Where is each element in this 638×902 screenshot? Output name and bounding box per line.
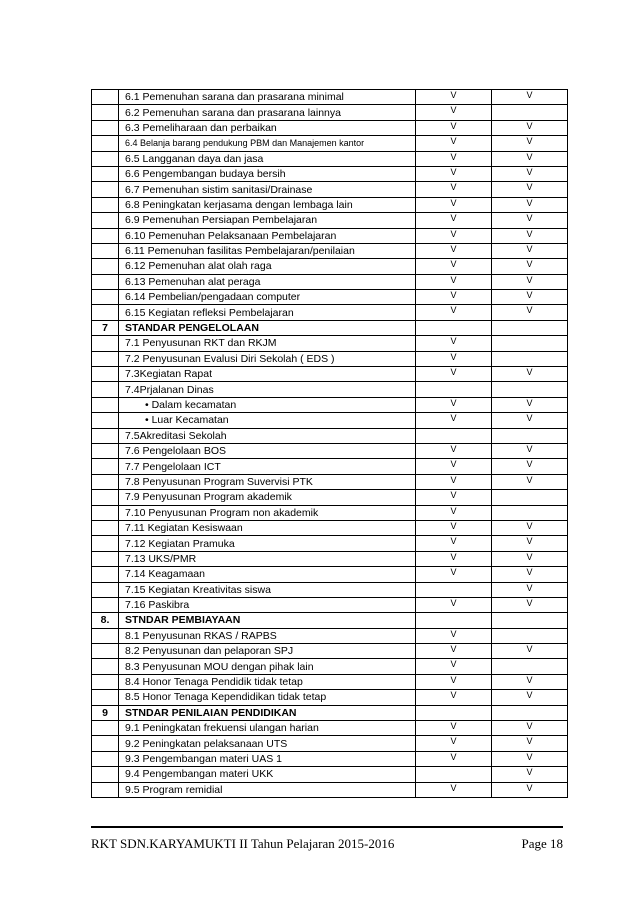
row-item-cell: 7.10 Penyusunan Program non akademik: [119, 505, 416, 520]
row-item-cell: 7.2 Penyusunan Evalusi Diri Sekolah ( EDS ): [119, 351, 416, 366]
table-row: [92, 213, 568, 228]
row-number-cell: [92, 490, 119, 505]
check-cell-2: V: [492, 197, 568, 212]
check-cell-2: V: [492, 644, 568, 659]
check-cell-2: V: [492, 367, 568, 382]
row-number-cell: [92, 274, 119, 289]
check-cell-1: [416, 428, 492, 443]
check-cell-1: V: [416, 505, 492, 520]
row-number-cell: [92, 382, 119, 397]
row-item-cell: 6.2 Pemenuhan sarana dan prasarana lainnya: [119, 105, 416, 120]
check-cell-2: [492, 659, 568, 674]
row-number-cell: [92, 290, 119, 305]
row-item-cell: 8.5 Honor Tenaga Kependidikan tidak tetap: [119, 690, 416, 705]
check-cell-2: V: [492, 443, 568, 458]
row-number-cell: [92, 567, 119, 582]
row-number-cell: [92, 243, 119, 258]
row-item-cell: 6.11 Pemenuhan fasilitas Pembelajaran/penilaian: [119, 243, 416, 258]
check-cell-2: [492, 613, 568, 628]
check-cell-2: V: [492, 90, 568, 105]
check-cell-1: V: [416, 597, 492, 612]
table-row: [92, 336, 568, 351]
check-cell-2: V: [492, 736, 568, 751]
row-item-cell: 6.12 Pemenuhan alat olah raga: [119, 259, 416, 274]
check-cell-1: V: [416, 166, 492, 181]
row-number-cell: 7: [92, 320, 119, 335]
table-row: [92, 228, 568, 243]
row-number-cell: [92, 782, 119, 797]
check-cell-2: V: [492, 782, 568, 797]
table-row: [92, 459, 568, 474]
check-cell-2: V: [492, 413, 568, 428]
table-row: [92, 182, 568, 197]
activity-table: [91, 89, 568, 798]
row-item-cell: 7.14 Keagamaan: [119, 567, 416, 582]
row-item-cell: 7.15 Kegiatan Kreativitas siswa: [119, 582, 416, 597]
check-cell-1: V: [416, 474, 492, 489]
row-number-cell: [92, 367, 119, 382]
check-cell-1: V: [416, 520, 492, 535]
check-cell-2: V: [492, 136, 568, 151]
table-row: [92, 413, 568, 428]
row-item-cell: • Dalam kecamatan: [119, 397, 416, 412]
row-item-cell: 7.1 Penyusunan RKT dan RKJM: [119, 336, 416, 351]
row-item-cell: STANDAR PENGELOLAAN: [119, 320, 416, 335]
row-number-cell: [92, 582, 119, 597]
table-row: [92, 367, 568, 382]
check-cell-1: V: [416, 397, 492, 412]
check-cell-1: V: [416, 443, 492, 458]
check-cell-1: V: [416, 367, 492, 382]
check-cell-1: V: [416, 259, 492, 274]
table-row: [92, 536, 568, 551]
row-item-cell: STNDAR PENILAIAN PENDIDIKAN: [119, 705, 416, 720]
check-cell-1: V: [416, 459, 492, 474]
row-item-cell: 6.7 Pemenuhan sistim sanitasi/Drainase: [119, 182, 416, 197]
row-item-cell: 7.5Akreditasi Sekolah: [119, 428, 416, 443]
row-item-cell: 7.16 Paskibra: [119, 597, 416, 612]
check-cell-1: V: [416, 197, 492, 212]
check-cell-1: V: [416, 274, 492, 289]
row-number-cell: [92, 474, 119, 489]
check-cell-1: V: [416, 120, 492, 135]
row-item-cell: 9.3 Pengembangan materi UAS 1: [119, 751, 416, 766]
check-cell-2: [492, 490, 568, 505]
table-row: [92, 751, 568, 766]
check-cell-1: V: [416, 644, 492, 659]
check-cell-2: V: [492, 120, 568, 135]
row-item-cell: 9.1 Peningkatan frekuensi ulangan harian: [119, 721, 416, 736]
row-number-cell: [92, 659, 119, 674]
row-number-cell: [92, 674, 119, 689]
row-number-cell: [92, 520, 119, 535]
table-row: [92, 690, 568, 705]
check-cell-2: [492, 428, 568, 443]
row-item-cell: 6.15 Kegiatan refleksi Pembelajaran: [119, 305, 416, 320]
table-row: [92, 520, 568, 535]
table-row: [92, 197, 568, 212]
row-number-cell: [92, 259, 119, 274]
check-cell-1: [416, 613, 492, 628]
check-cell-1: V: [416, 290, 492, 305]
table-row: [92, 505, 568, 520]
row-number-cell: [92, 151, 119, 166]
check-cell-1: [416, 382, 492, 397]
check-cell-1: [416, 767, 492, 782]
row-number-cell: [92, 166, 119, 181]
row-item-cell: 7.9 Penyusunan Program akademik: [119, 490, 416, 505]
row-number-cell: [92, 736, 119, 751]
table-row: [92, 443, 568, 458]
page-number: Page 18: [521, 836, 563, 851]
table-row: [92, 120, 568, 135]
row-item-cell: 6.4 Belanja barang pendukung PBM dan Manajemen kantor: [119, 136, 416, 151]
row-number-cell: [92, 690, 119, 705]
row-item-cell: 6.3 Pemeliharaan dan perbaikan: [119, 120, 416, 135]
row-item-cell: 9.5 Program remidial: [119, 782, 416, 797]
table-row: [92, 305, 568, 320]
check-cell-1: V: [416, 105, 492, 120]
check-cell-2: V: [492, 551, 568, 566]
row-number-cell: [92, 428, 119, 443]
table-row: [92, 551, 568, 566]
table-row: [92, 644, 568, 659]
table-row: [92, 382, 568, 397]
table-row: [92, 90, 568, 105]
table-row: [92, 782, 568, 797]
check-cell-1: V: [416, 782, 492, 797]
check-cell-2: [492, 105, 568, 120]
row-number-cell: [92, 536, 119, 551]
table-row: [92, 274, 568, 289]
row-number-cell: [92, 351, 119, 366]
check-cell-2: V: [492, 520, 568, 535]
row-item-cell: 6.1 Pemenuhan sarana dan prasarana minimal: [119, 90, 416, 105]
check-cell-2: V: [492, 243, 568, 258]
row-number-cell: [92, 644, 119, 659]
check-cell-1: V: [416, 336, 492, 351]
check-cell-1: V: [416, 90, 492, 105]
row-number-cell: [92, 551, 119, 566]
check-cell-2: V: [492, 213, 568, 228]
row-item-cell: 9.4 Pengembangan materi UKK: [119, 767, 416, 782]
row-item-cell: 8.4 Honor Tenaga Pendidik tidak tetap: [119, 674, 416, 689]
row-item-cell: 7.4Prjalanan Dinas: [119, 382, 416, 397]
section-row: [92, 613, 568, 628]
check-cell-1: V: [416, 551, 492, 566]
check-cell-2: V: [492, 690, 568, 705]
check-cell-2: [492, 505, 568, 520]
row-item-cell: 6.14 Pembelian/pengadaan computer: [119, 290, 416, 305]
check-cell-1: V: [416, 151, 492, 166]
check-cell-2: V: [492, 751, 568, 766]
section-row: [92, 320, 568, 335]
row-number-cell: [92, 90, 119, 105]
row-number-cell: 8.: [92, 613, 119, 628]
check-cell-2: V: [492, 567, 568, 582]
table-row: [92, 428, 568, 443]
check-cell-1: V: [416, 690, 492, 705]
check-cell-1: V: [416, 182, 492, 197]
row-item-cell: 7.13 UKS/PMR: [119, 551, 416, 566]
row-number-cell: [92, 443, 119, 458]
row-number-cell: [92, 136, 119, 151]
table-row: [92, 674, 568, 689]
table-row: [92, 351, 568, 366]
table-row: [92, 136, 568, 151]
check-cell-2: [492, 320, 568, 335]
row-number-cell: [92, 751, 119, 766]
table-row: [92, 490, 568, 505]
check-cell-1: V: [416, 628, 492, 643]
table-row: [92, 105, 568, 120]
row-item-cell: 7.6 Pengelolaan BOS: [119, 443, 416, 458]
check-cell-1: V: [416, 490, 492, 505]
table-row: [92, 721, 568, 736]
check-cell-2: V: [492, 582, 568, 597]
check-cell-2: [492, 705, 568, 720]
row-number-cell: [92, 505, 119, 520]
check-cell-1: V: [416, 721, 492, 736]
row-number-cell: [92, 597, 119, 612]
row-number-cell: [92, 182, 119, 197]
check-cell-2: V: [492, 397, 568, 412]
row-item-cell: STNDAR PEMBIAYAAN: [119, 613, 416, 628]
row-number-cell: [92, 120, 119, 135]
check-cell-1: V: [416, 674, 492, 689]
check-cell-1: V: [416, 213, 492, 228]
table-row: [92, 259, 568, 274]
check-cell-1: V: [416, 351, 492, 366]
table-row: [92, 767, 568, 782]
row-number-cell: [92, 397, 119, 412]
row-item-cell: 7.8 Penyusunan Program Suvervisi PTK: [119, 474, 416, 489]
check-cell-2: V: [492, 474, 568, 489]
table-row: [92, 736, 568, 751]
table-row: [92, 567, 568, 582]
row-item-cell: 8.2 Penyusunan dan pelaporan SPJ: [119, 644, 416, 659]
row-item-cell: 6.9 Pemenuhan Persiapan Pembelajaran: [119, 213, 416, 228]
row-number-cell: [92, 628, 119, 643]
row-number-cell: [92, 105, 119, 120]
check-cell-2: V: [492, 674, 568, 689]
table-row: [92, 151, 568, 166]
row-item-cell: 9.2 Peningkatan pelaksanaan UTS: [119, 736, 416, 751]
check-cell-2: V: [492, 274, 568, 289]
row-item-cell: 7.11 Kegiatan Kesiswaan: [119, 520, 416, 535]
row-number-cell: [92, 767, 119, 782]
row-number-cell: [92, 459, 119, 474]
row-item-cell: 8.3 Penyusunan MOU dengan pihak lain: [119, 659, 416, 674]
check-cell-2: V: [492, 305, 568, 320]
check-cell-2: [492, 336, 568, 351]
footer-title: RKT SDN.KARYAMUKTI II Tahun Pelajaran 2015-2016: [91, 836, 395, 851]
table-row: [92, 243, 568, 258]
row-number-cell: [92, 413, 119, 428]
check-cell-2: V: [492, 182, 568, 197]
row-number-cell: [92, 197, 119, 212]
footer-rule: [91, 826, 563, 828]
table-row: [92, 397, 568, 412]
check-cell-1: V: [416, 536, 492, 551]
check-cell-2: V: [492, 259, 568, 274]
row-item-cell: 8.1 Penyusunan RKAS / RAPBS: [119, 628, 416, 643]
check-cell-1: V: [416, 305, 492, 320]
row-item-cell: 7.12 Kegiatan Pramuka: [119, 536, 416, 551]
row-number-cell: [92, 336, 119, 351]
check-cell-1: V: [416, 136, 492, 151]
check-cell-1: V: [416, 228, 492, 243]
check-cell-2: V: [492, 459, 568, 474]
check-cell-1: V: [416, 659, 492, 674]
row-item-cell: 6.10 Pemenuhan Pelaksanaan Pembelajaran: [119, 228, 416, 243]
table-row: [92, 582, 568, 597]
table-row: [92, 659, 568, 674]
row-item-cell: 6.13 Pemenuhan alat peraga: [119, 274, 416, 289]
check-cell-1: V: [416, 413, 492, 428]
row-number-cell: [92, 228, 119, 243]
row-item-cell: 6.5 Langganan daya dan jasa: [119, 151, 416, 166]
check-cell-1: V: [416, 736, 492, 751]
check-cell-2: V: [492, 151, 568, 166]
activity-table-body: [92, 90, 568, 798]
check-cell-2: [492, 382, 568, 397]
check-cell-1: V: [416, 243, 492, 258]
table-row: [92, 290, 568, 305]
check-cell-2: V: [492, 536, 568, 551]
check-cell-1: [416, 320, 492, 335]
check-cell-1: [416, 582, 492, 597]
row-number-cell: 9: [92, 705, 119, 720]
check-cell-2: V: [492, 597, 568, 612]
table-row: [92, 474, 568, 489]
row-item-cell: 6.8 Peningkatan kerjasama dengan lembaga lain: [119, 197, 416, 212]
row-item-cell: • Luar Kecamatan: [119, 413, 416, 428]
row-item-cell: 6.6 Pengembangan budaya bersih: [119, 166, 416, 181]
check-cell-2: V: [492, 228, 568, 243]
check-cell-2: [492, 628, 568, 643]
table-row: [92, 166, 568, 181]
table-row: [92, 628, 568, 643]
row-item-cell: 7.3Kegiatan Rapat: [119, 367, 416, 382]
section-row: [92, 705, 568, 720]
check-cell-2: V: [492, 166, 568, 181]
check-cell-1: V: [416, 751, 492, 766]
row-number-cell: [92, 305, 119, 320]
check-cell-2: V: [492, 290, 568, 305]
check-cell-2: [492, 351, 568, 366]
table-row: [92, 597, 568, 612]
check-cell-1: V: [416, 567, 492, 582]
check-cell-2: V: [492, 721, 568, 736]
row-item-cell: 7.7 Pengelolaan ICT: [119, 459, 416, 474]
check-cell-1: [416, 705, 492, 720]
row-number-cell: [92, 213, 119, 228]
row-number-cell: [92, 721, 119, 736]
check-cell-2: V: [492, 767, 568, 782]
